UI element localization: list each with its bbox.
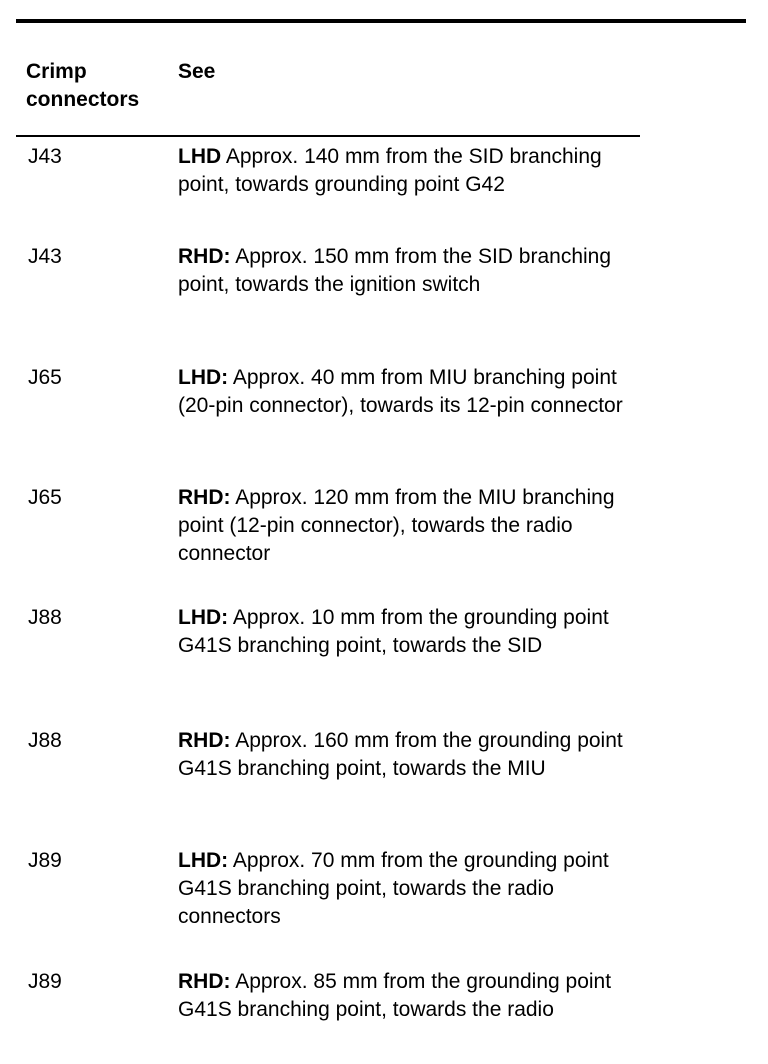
header-crimp-connectors: Crimp connectors <box>26 60 140 111</box>
header-rule <box>16 135 640 137</box>
row-1-side: LHD <box>178 145 222 168</box>
row-6-text: Approx. 160 mm from the grounding point G41S branching point, towards the MIU <box>178 729 623 780</box>
row-2-text: Approx. 150 mm from the SID branching point, towards the ignition switch <box>178 245 612 296</box>
row-6-description <box>178 727 658 783</box>
row-8-connector: J89 <box>28 970 62 993</box>
row-4-description <box>178 484 658 568</box>
row-2-connector: J43 <box>28 245 62 268</box>
row-3-side: LHD: <box>178 366 229 389</box>
row-4-text: Approx. 120 mm from the MIU branching point (12-pin connector), towards the radio connector <box>178 486 615 565</box>
row-5-text: Approx. 10 mm from the grounding point G41S branching point, towards the SID <box>178 606 609 657</box>
row-7-side: LHD: <box>178 849 229 872</box>
row-3-description <box>178 364 658 420</box>
row-1-text: Approx. 140 mm from the SID branching point, towards grounding point G42 <box>178 145 602 196</box>
row-2-side: RHD: <box>178 245 231 268</box>
row-7-description <box>178 847 658 931</box>
row-1-connector: J43 <box>28 145 62 168</box>
row-3-text: Approx. 40 mm from MIU branching point (20-pin connector), towards its 12-pin connector <box>178 366 623 417</box>
header-see: See <box>178 60 216 83</box>
row-7-text: Approx. 70 mm from the grounding point G41S branching point, towards the radio connectors <box>178 849 609 928</box>
row-2-description <box>178 243 658 299</box>
row-6-connector: J88 <box>28 729 62 752</box>
row-1-description <box>178 143 658 199</box>
row-3-connector: J65 <box>28 366 62 389</box>
row-7-connector: J89 <box>28 849 62 872</box>
row-8-text: Approx. 85 mm from the grounding point G41S branching point, towards the radio <box>178 970 612 1021</box>
row-6-side: RHD: <box>178 729 231 752</box>
row-8-description <box>178 968 658 1024</box>
row-8-side: RHD: <box>178 970 231 993</box>
top-rule <box>16 19 746 23</box>
row-5-side: LHD: <box>178 606 229 629</box>
row-5-connector: J88 <box>28 606 62 629</box>
row-4-side: RHD: <box>178 486 231 509</box>
row-5-description <box>178 604 658 660</box>
row-4-connector: J65 <box>28 486 62 509</box>
